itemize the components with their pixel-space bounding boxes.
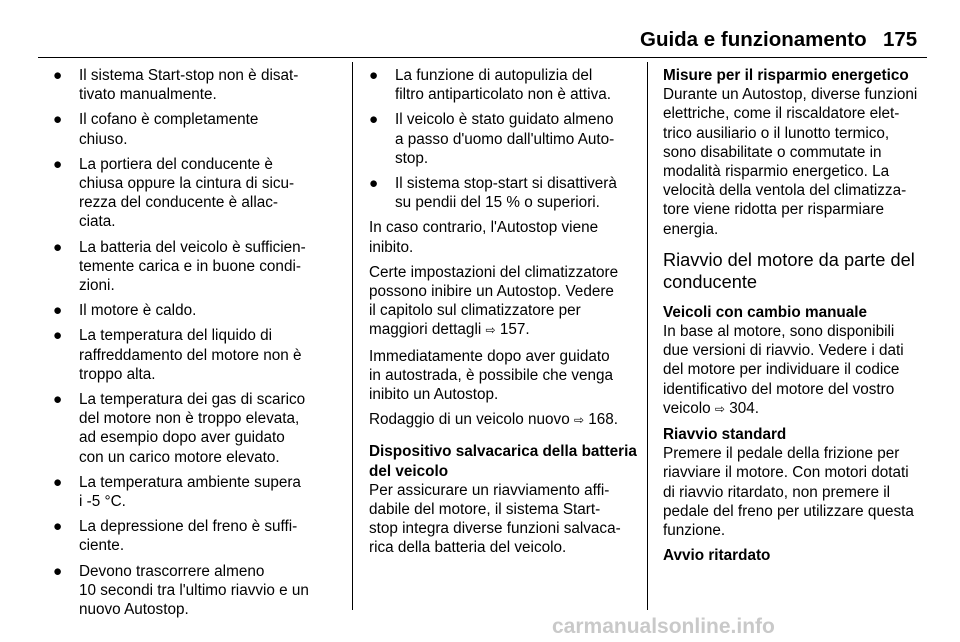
subheading: Avvio ritardato (663, 547, 771, 565)
bullet-dot: ● (369, 67, 379, 84)
list-item: ● Il sistema Start-stop non è disat- tivato manualmente. (53, 67, 299, 104)
subheading: Dispositivo salvacarica della batteria del veicolo (369, 443, 637, 480)
section-heading: Riavvio del motore da parte del conducente (663, 249, 915, 292)
bullet-dot: ● (369, 111, 379, 129)
bullet-dot: ● (53, 391, 63, 409)
list-item: ● Il sistema stop-start si disattiverà su pendii del 15 % o superiori. (369, 175, 617, 212)
column-3 (663, 66, 933, 565)
list-item: ● La batteria del veicolo è sufficien- temente carica e in buone condi- zioni. (53, 238, 306, 295)
bullet-dot: ● (53, 238, 63, 256)
paragraph: Premere il pedale della frizione per riavviare il motore. Con motori dotati di riavvio ritardato, non premere il pedale del freno per utilizzare questa funzione. (663, 445, 914, 540)
subheading: Veicoli con cambio manuale (663, 303, 868, 321)
paragraph: In base al motore, sono disponibili due versioni di riavvio. Vedere i dati del motore per individuare il codice identificativo del motore del vostro veicolo ⇨ 304. (663, 323, 904, 417)
bullet-dot: ● (53, 327, 63, 345)
column-2 (369, 66, 649, 564)
column-divider-1 (352, 62, 353, 610)
list-item: ● Devono trascorrere almeno 10 secondi tra l'ultimo riavvio e un nuovo Autostop. (53, 562, 309, 619)
paragraph: Certe impostazioni del climatizzatore possono inibire un Autostop. Vedere il capitolo sul climatizzatore per maggiori dettagli ⇨ 157. (369, 263, 619, 339)
list-item: ● Il motore è caldo. (53, 302, 197, 320)
subheading: Misure per il risparmio energetico (663, 67, 909, 84)
bullet-dot: ● (53, 67, 63, 84)
bullet-dot: ● (53, 111, 63, 129)
subheading: Riavvio standard (663, 426, 787, 444)
page-reference-arrow-icon: ⇨ (485, 323, 496, 338)
page-reference-arrow-icon: ⇨ (714, 401, 725, 416)
list-item: ● La temperatura ambiente supera i -5 °C. (53, 473, 301, 511)
header-rule (38, 57, 927, 58)
page-reference[interactable]: 304. (729, 399, 759, 417)
bullet-dot: ● (53, 302, 63, 320)
paragraph: Per assicurare un riavviamento affi- dabile del motore, il sistema Start- stop integra diverse funzioni salvaca- rica della batteria del veicolo. (369, 481, 621, 557)
page-reference[interactable]: 168. (588, 411, 619, 429)
list-item: ● La portiera del conducente è chiusa oppure la cintura di sicu- rezza del conducente è allac- ciata. (53, 155, 295, 231)
watermark: carmanualsonline.info (552, 615, 775, 638)
paragraph: Rodaggio di un veicolo nuovo ⇨ 168. (369, 411, 619, 429)
page-number: 175 (883, 28, 918, 51)
list-item: ● La temperatura dei gas di scarico del motore non è troppo elevata, ad esempio dopo aver guidato con un carico motore elevato. (53, 391, 306, 466)
list-item: ● Il veicolo è stato guidato almeno a passo d'uomo dall'ultimo Auto- stop. (369, 111, 615, 167)
header-title: Guida e funzionamento (640, 28, 867, 51)
paragraph: In caso contrario, l'Autostop viene inibito. (369, 219, 599, 256)
paragraph: Durante un Autostop, diverse funzioni elettriche, come il riscaldatore elet- trico ausiliario o il lunotto termico, sono disabilitate o commutate in modalità risparmio energetico. La velocità della ventola del climatizza- tore viene ridotta per risparmiare energia. (663, 86, 918, 238)
bullet-list (369, 66, 649, 212)
page-reference-arrow-icon: ⇨ (573, 413, 585, 428)
paragraph: Immediatamente dopo aver guidato in autostrada, è possibile che venga inibito un Autostop. (369, 347, 614, 404)
list-item: ● La temperatura del liquido di raffreddamento del motore non è troppo alta. (53, 327, 302, 383)
list-item: ● La funzione di autopulizia del filtro antiparticolato non è attiva. (369, 67, 611, 104)
bullet-dot: ● (53, 473, 63, 491)
bullet-dot: ● (53, 155, 63, 173)
bullet-dot: ● (53, 562, 63, 580)
column-1 (53, 66, 350, 625)
bullet-dot: ● (53, 518, 63, 536)
page-reference[interactable]: 157. (499, 321, 530, 339)
list-item: ● Il cofano è completamente chiuso. (53, 111, 259, 148)
list-item: ● La depressione del freno è suffi- ciente. (53, 518, 298, 555)
bullet-dot: ● (369, 175, 379, 193)
